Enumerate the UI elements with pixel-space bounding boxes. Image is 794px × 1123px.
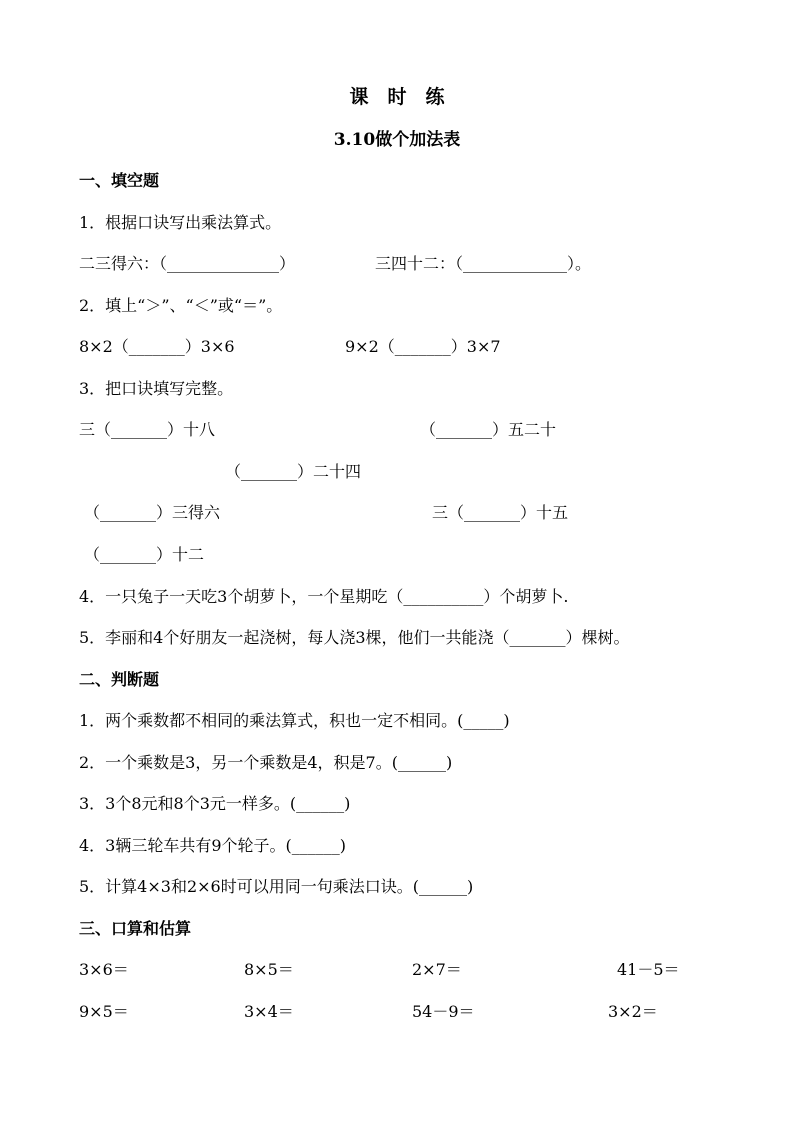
calc-item: 3×4＝: [244, 1002, 294, 1021]
question-3-item-4: （_______）三得六: [84, 503, 221, 522]
question-4: 4．一只兔子一天吃3个胡萝卜，一个星期吃（__________）个胡萝卜.: [79, 587, 569, 606]
judge-item-3: 3．3个8元和8个3元一样多。(______): [79, 794, 351, 813]
question-3-item-3: （_______）二十四: [225, 462, 362, 481]
calc-item: 9×5＝: [79, 1002, 129, 1021]
question-1-left: 二三得六：（______________）: [79, 254, 296, 273]
question-3-item-2: （_______）五二十: [420, 420, 557, 439]
question-1-right: 三四十二：（_____________）。: [375, 254, 592, 273]
judge-item-4: 4．3辆三轮车共有9个轮子。(______): [79, 836, 347, 855]
question-2-left: 8×2（_______）3×6: [79, 337, 235, 356]
judge-item-1: 1．两个乘数都不相同的乘法算式，积也一定不相同。(_____): [79, 711, 510, 730]
calc-item: 3×6＝: [79, 960, 129, 979]
page-subtitle: 3.10做个加法表: [333, 130, 461, 150]
calc-item: 8×5＝: [244, 960, 294, 979]
judge-item-5: 5．计算4×3和2×6时可以用同一句乘法口诀。(______): [79, 877, 474, 896]
question-2-right: 9×2（_______）3×7: [345, 337, 501, 356]
section-heading-fill-in: 一、填空题: [79, 171, 160, 190]
question-3-item-1: 三（_______）十八: [79, 420, 216, 439]
calc-item: 41－5＝: [617, 960, 680, 979]
calc-item: 3×2＝: [608, 1002, 658, 1021]
question-5: 5．李丽和4个好朋友一起浇树，每人浇3棵，他们一共能浇（_______）棵树。: [79, 628, 630, 647]
section-heading-mental-math: 三、口算和估算: [79, 919, 192, 938]
question-3-item-6: （_______）十二: [84, 545, 205, 564]
judge-item-2: 2．一个乘数是3，另一个乘数是4，积是7。(______): [79, 753, 453, 772]
question-1: 1．根据口诀写出乘法算式。: [79, 213, 282, 232]
calc-item: 54－9＝: [412, 1002, 475, 1021]
page-title: 课 时 练: [349, 86, 445, 108]
question-3-item-5: 三（_______）十五: [432, 503, 569, 522]
question-3: 3．把口诀填写完整。: [79, 379, 234, 398]
calc-item: 2×7＝: [412, 960, 462, 979]
question-2: 2．填上“＞”、“＜”或“＝”。: [79, 296, 283, 315]
section-heading-true-false: 二、判断题: [79, 670, 160, 689]
